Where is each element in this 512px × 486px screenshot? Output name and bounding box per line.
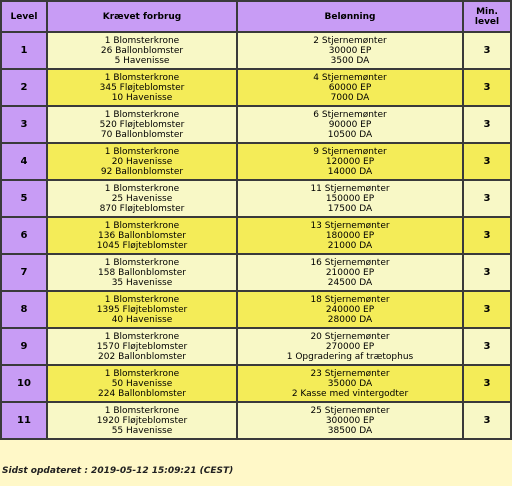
- level-cell: 11: [1, 402, 47, 439]
- required-item: 50 Havenisse: [111, 378, 173, 389]
- required-item: 1 Blomsterkrone: [104, 183, 180, 194]
- min-level-cell: 3: [463, 217, 511, 254]
- reward-cell: [237, 69, 463, 106]
- reward-item: 38500 DA: [327, 425, 373, 436]
- required-cell: [47, 180, 237, 217]
- required-item: 202 Ballonblomster: [98, 351, 186, 362]
- reward-item: 16 Stjernemønter: [310, 257, 390, 268]
- table-row: [1, 328, 511, 365]
- required-item: 1 Blomsterkrone: [104, 405, 180, 416]
- required-cell: [47, 32, 237, 69]
- required-item: 1 Blomsterkrone: [104, 146, 180, 157]
- min-level-cell: 3: [463, 106, 511, 143]
- header-required: Krævet forbrug: [47, 1, 237, 32]
- reward-cell: [237, 217, 463, 254]
- reward-item: 10500 DA: [327, 129, 373, 140]
- table-row: [1, 365, 511, 402]
- required-cell: [47, 69, 237, 106]
- reward-item: 60000 EP: [328, 82, 372, 93]
- reward-item: 17500 DA: [327, 203, 373, 214]
- table-row: [1, 106, 511, 143]
- reward-item: 90000 EP: [328, 119, 372, 130]
- reward-item: 120000 EP: [325, 156, 375, 167]
- reward-item: 35000 DA: [327, 378, 373, 389]
- table-row: [1, 291, 511, 328]
- reward-item: 25 Stjernemønter: [310, 405, 390, 416]
- reward-item: 23 Stjernemønter: [310, 368, 390, 379]
- reward-cell: [237, 291, 463, 328]
- min-level-cell: 3: [463, 180, 511, 217]
- level-cell: 9: [1, 328, 47, 365]
- reward-item: 2 Stjernemønter: [313, 35, 387, 46]
- reward-item: 14000 DA: [327, 166, 373, 177]
- required-item: 25 Havenisse: [111, 193, 173, 204]
- level-cell: 10: [1, 365, 47, 402]
- reward-item: 18 Stjernemønter: [310, 294, 390, 305]
- required-item: 224 Ballonblomster: [98, 388, 186, 399]
- reward-cell: [237, 143, 463, 180]
- reward-cell: [237, 32, 463, 69]
- min-level-cell: 3: [463, 365, 511, 402]
- required-item: 1 Blomsterkrone: [104, 368, 180, 379]
- header-reward: Belønning: [237, 1, 463, 32]
- reward-item: 300000 EP: [325, 415, 375, 426]
- required-item: 1 Blomsterkrone: [104, 294, 180, 305]
- required-item: 520 Fløjteblomster: [99, 119, 185, 130]
- required-item: 1570 Fløjteblomster: [96, 341, 188, 352]
- reward-cell: [237, 328, 463, 365]
- table-row: [1, 69, 511, 106]
- required-cell: [47, 106, 237, 143]
- level-cell: 6: [1, 217, 47, 254]
- table-header-row: [1, 1, 511, 32]
- table-row: [1, 32, 511, 69]
- reward-item: 3500 DA: [330, 55, 370, 66]
- table-row: [1, 402, 511, 439]
- required-item: 1 Blomsterkrone: [104, 257, 180, 268]
- reward-item: 24500 DA: [327, 277, 373, 288]
- required-cell: [47, 217, 237, 254]
- reward-item: 270000 EP: [325, 341, 375, 352]
- reward-cell: [237, 180, 463, 217]
- required-cell: [47, 402, 237, 439]
- header-min-level: [463, 1, 511, 32]
- min-level-cell: 3: [463, 328, 511, 365]
- header-min-level-line2: level: [474, 16, 500, 27]
- table-row: [1, 217, 511, 254]
- required-item: 1395 Fløjteblomster: [96, 304, 188, 315]
- reward-item: 28000 DA: [327, 314, 373, 325]
- reward-item: 4 Stjernemønter: [313, 72, 387, 83]
- required-item: 40 Havenisse: [111, 314, 173, 325]
- reward-item: 6 Stjernemønter: [313, 109, 387, 120]
- reward-item: 11 Stjernemønter: [310, 183, 390, 194]
- reward-item: 2 Kasse med vintergodter: [291, 388, 409, 399]
- required-item: 92 Ballonblomster: [100, 166, 184, 177]
- required-item: 70 Ballonblomster: [100, 129, 184, 140]
- reward-item: 210000 EP: [325, 267, 375, 278]
- table-row: [1, 180, 511, 217]
- min-level-cell: 3: [463, 291, 511, 328]
- table-row: [1, 254, 511, 291]
- required-item: 1 Blomsterkrone: [104, 35, 180, 46]
- required-item: 55 Havenisse: [111, 425, 173, 436]
- required-item: 345 Fløjteblomster: [99, 82, 185, 93]
- reward-item: 20 Stjernemønter: [310, 331, 390, 342]
- reward-item: 13 Stjernemønter: [310, 220, 390, 231]
- last-updated-footer: Sidst opdateret : 2019-05-12 15:09:21 (CEST): [2, 466, 234, 476]
- level-cell: 7: [1, 254, 47, 291]
- reward-cell: [237, 254, 463, 291]
- reward-item: 240000 EP: [325, 304, 375, 315]
- required-cell: [47, 328, 237, 365]
- reward-cell: [237, 402, 463, 439]
- level-cell: 5: [1, 180, 47, 217]
- header-level: Level: [1, 1, 47, 32]
- reward-item: 7000 DA: [330, 92, 370, 103]
- table-body: [1, 32, 511, 439]
- level-cell: 1: [1, 32, 47, 69]
- required-item: 870 Fløjteblomster: [99, 203, 185, 214]
- reward-cell: [237, 365, 463, 402]
- level-cell: 8: [1, 291, 47, 328]
- required-cell: [47, 143, 237, 180]
- min-level-cell: 3: [463, 69, 511, 106]
- required-item: 1 Blomsterkrone: [104, 72, 180, 83]
- required-item: 1 Blomsterkrone: [104, 331, 180, 342]
- required-item: 5 Havenisse: [114, 55, 170, 66]
- required-item: 10 Havenisse: [111, 92, 173, 103]
- required-cell: [47, 254, 237, 291]
- level-cell: 3: [1, 106, 47, 143]
- level-cell: 2: [1, 69, 47, 106]
- level-cell: 4: [1, 143, 47, 180]
- reward-item: 1 Opgradering af trætophus: [286, 351, 414, 362]
- required-item: 158 Ballonblomster: [98, 267, 186, 278]
- min-level-cell: 3: [463, 254, 511, 291]
- min-level-cell: 3: [463, 402, 511, 439]
- required-item: 26 Ballonblomster: [100, 45, 184, 56]
- min-level-cell: 3: [463, 32, 511, 69]
- required-item: 20 Havenisse: [111, 156, 173, 167]
- reward-item: 30000 EP: [328, 45, 372, 56]
- min-level-cell: 3: [463, 143, 511, 180]
- reward-item: 180000 EP: [325, 230, 375, 241]
- reward-item: 9 Stjernemønter: [313, 146, 387, 157]
- required-item: 1920 Fløjteblomster: [96, 415, 188, 426]
- table-row: [1, 143, 511, 180]
- required-item: 1045 Fløjteblomster: [96, 240, 188, 251]
- required-item: 35 Havenisse: [111, 277, 173, 288]
- reward-item: 150000 EP: [325, 193, 375, 204]
- header-min-level-line1: Min.: [476, 6, 498, 17]
- reward-cell: [237, 106, 463, 143]
- required-item: 1 Blomsterkrone: [104, 109, 180, 120]
- required-item: 136 Ballonblomster: [98, 230, 186, 241]
- reward-item: 21000 DA: [327, 240, 373, 251]
- required-item: 1 Blomsterkrone: [104, 220, 180, 231]
- required-cell: [47, 291, 237, 328]
- required-cell: [47, 365, 237, 402]
